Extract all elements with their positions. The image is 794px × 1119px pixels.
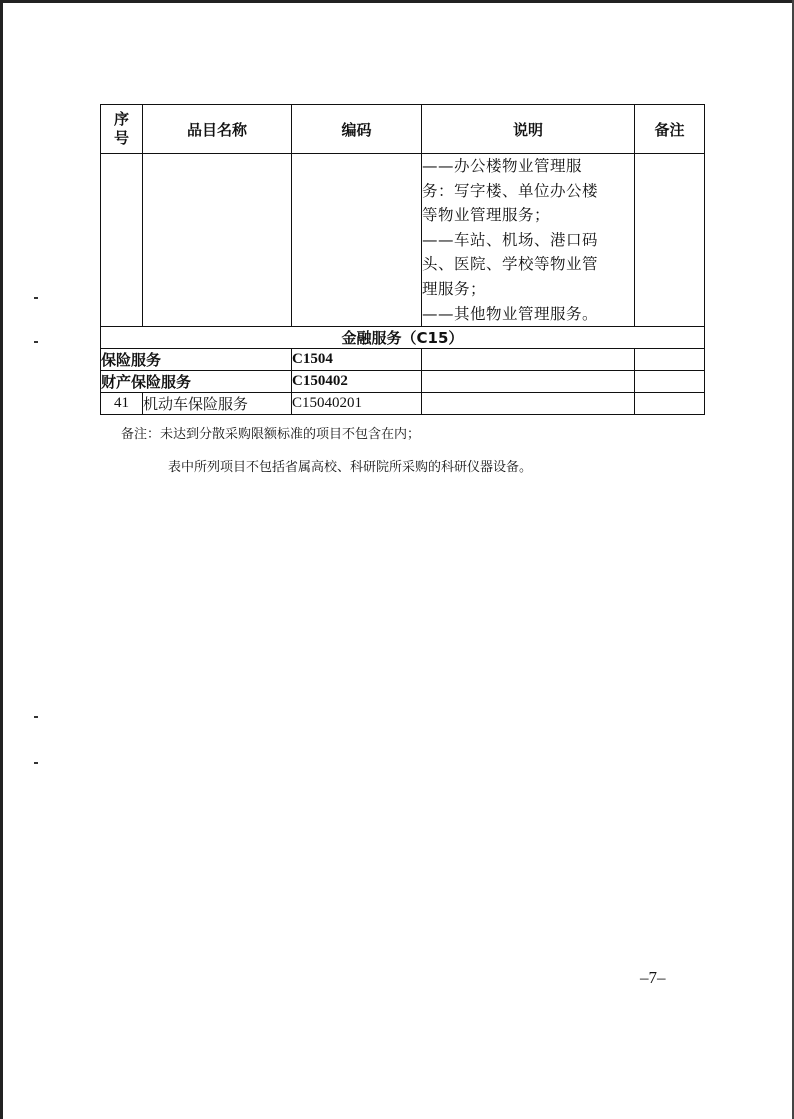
header-description: 说明 bbox=[422, 105, 635, 154]
description-line: 理服务； bbox=[422, 279, 487, 298]
cell-description-empty bbox=[422, 371, 635, 393]
table-header-row bbox=[101, 105, 705, 154]
header-seq-label: 序号 bbox=[114, 110, 130, 147]
item-name: 机动车保险服务 bbox=[143, 393, 292, 415]
procurement-catalog-table bbox=[100, 104, 705, 415]
table-row-category bbox=[101, 349, 705, 371]
description-line: 头、医院、学校等物业管 bbox=[422, 255, 599, 274]
category-code: C1504 bbox=[292, 349, 422, 371]
scan-speck bbox=[34, 716, 38, 718]
cell-name-empty bbox=[143, 154, 292, 327]
cell-description-empty bbox=[422, 393, 635, 415]
cell-remark-empty bbox=[635, 154, 705, 327]
scan-speck bbox=[34, 297, 38, 299]
header-remark: 备注 bbox=[635, 105, 705, 154]
header-seq bbox=[101, 105, 143, 154]
cell-seq-empty bbox=[101, 154, 143, 327]
header-code: 编码 bbox=[292, 105, 422, 154]
header-name: 品目名称 bbox=[143, 105, 292, 154]
category-code: C150402 bbox=[292, 371, 422, 393]
cell-code-empty bbox=[292, 154, 422, 327]
table-row-continuation bbox=[101, 154, 705, 327]
category-name: 保险服务 bbox=[101, 349, 292, 371]
item-code: C15040201 bbox=[292, 393, 422, 415]
cell-remark-empty bbox=[635, 349, 705, 371]
category-name: 财产保险服务 bbox=[101, 371, 292, 393]
cell-description-empty bbox=[422, 349, 635, 371]
table-row-category bbox=[101, 371, 705, 393]
scan-border-top bbox=[0, 0, 794, 3]
page-number: –7– bbox=[640, 968, 666, 987]
section-heading-financial-services: 金融服务（C15） bbox=[101, 327, 705, 349]
table-row-item bbox=[101, 393, 705, 415]
footnote-line-1: 备注：未达到分散采购限额标准的项目不包含在内； bbox=[121, 427, 421, 442]
table-row-section bbox=[101, 327, 705, 349]
scan-speck bbox=[34, 341, 38, 343]
footnote-line-2: 表中所列项目不包括省属高校、科研院所采购的科研仪器设备。 bbox=[168, 460, 533, 475]
description-line: ——车站、机场、港口码 bbox=[422, 230, 599, 249]
scan-border-left bbox=[0, 0, 3, 1119]
scan-speck bbox=[34, 762, 38, 764]
item-seq: 41 bbox=[101, 393, 143, 415]
description-line: 务：写字楼、单位办公楼 bbox=[422, 181, 599, 200]
description-line: 等物业管理服务； bbox=[422, 206, 551, 225]
cell-remark-empty bbox=[635, 371, 705, 393]
cell-remark-empty bbox=[635, 393, 705, 415]
cell-description bbox=[422, 154, 635, 327]
description-line: ——办公楼物业管理服 bbox=[422, 157, 583, 175]
description-line: ——其他物业管理服务。 bbox=[422, 304, 599, 323]
